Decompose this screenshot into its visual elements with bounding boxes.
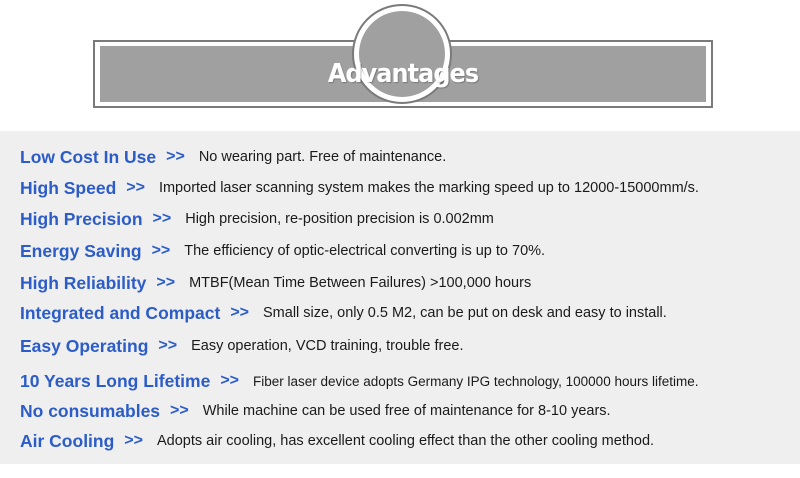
advantage-arrow: >> (151, 242, 171, 259)
advantages-panel (0, 131, 800, 464)
advantage-title: No consumables (20, 400, 161, 421)
advantage-row-low-cost (20, 145, 446, 169)
advantage-arrow: >> (126, 179, 145, 196)
advantage-arrow: >> (166, 148, 185, 165)
advantage-row-high-precision (20, 207, 494, 231)
advantages-banner (0, 0, 800, 120)
advantage-description: No wearing part. Free of maintenance. (198, 149, 447, 165)
advantage-description: MTBF(Mean Time Between Failures) >100,000 hours (189, 275, 532, 291)
advantage-arrow: >> (230, 304, 249, 321)
advantage-row-long-lifetime (20, 369, 698, 393)
advantage-description: Small size, only 0.5 M2, can be put on desk and easy to install. (263, 305, 667, 321)
advantage-row-no-consumables (20, 399, 611, 423)
advantage-row-high-speed (20, 176, 699, 200)
advantage-description: Adopts air cooling, has excellent cooling effect than the other cooling method. (156, 433, 655, 449)
advantage-description: Imported laser scanning system makes the marking speed up to 12000-15000mm/s. (158, 180, 699, 196)
advantage-title: High Precision (20, 208, 143, 229)
advantage-title: Low Cost In Use (20, 146, 157, 167)
banner-title: Advantages (327, 59, 479, 89)
advantage-arrow: >> (124, 432, 143, 449)
advantage-title: High Speed (20, 177, 117, 198)
advantage-arrow: >> (158, 337, 178, 354)
advantage-row-easy-operating (20, 334, 464, 358)
advantage-title: 10 Years Long Lifetime (20, 370, 211, 391)
advantage-row-energy-saving (20, 239, 545, 263)
advantage-arrow: >> (220, 372, 239, 389)
advantage-arrow: >> (170, 402, 189, 419)
advantage-description: Fiber laser device adopts Germany IPG technology, 100000 hours lifetime. (253, 373, 699, 389)
advantage-title: Easy Operating (20, 335, 149, 356)
advantage-row-high-reliability (20, 271, 531, 295)
advantage-title: Air Cooling (20, 430, 115, 451)
advantage-description: Easy operation, VCD training, trouble free. (191, 338, 464, 354)
advantage-title: Integrated and Compact (20, 302, 221, 323)
advantage-row-integrated-compact (20, 301, 667, 325)
advantage-description: While machine can be used free of maintenance for 8-10 years. (202, 403, 611, 419)
advantage-title: Energy Saving (20, 240, 142, 261)
advantage-description: High precision, re-position precision is 0.002mm (185, 211, 494, 227)
advantage-title: High Reliability (20, 272, 147, 293)
advantage-description: The efficiency of optic-electrical converting is up to 70%. (184, 243, 546, 259)
advantage-row-air-cooling (20, 429, 654, 453)
advantage-arrow: >> (156, 274, 176, 291)
advantage-arrow: >> (152, 210, 172, 227)
